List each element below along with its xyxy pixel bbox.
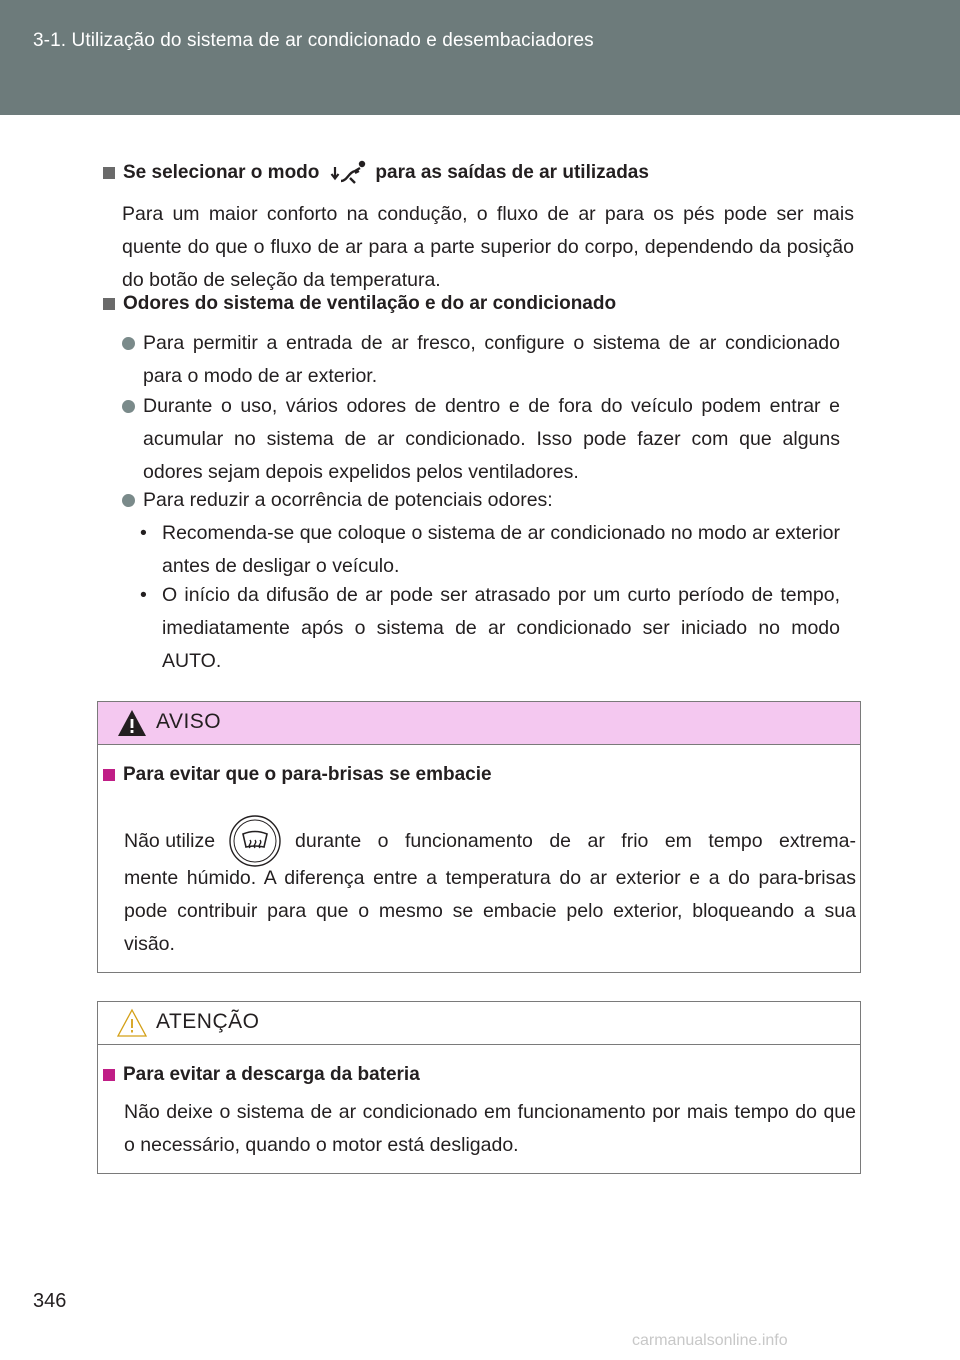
- section-heading-mode: Se selecionar o modo para as saídas de ar utilizadas: [103, 159, 649, 187]
- bullet-dot-icon: [122, 400, 135, 413]
- warning-header: [98, 702, 860, 745]
- watermark: carmanualsonline.info: [632, 1332, 788, 1349]
- warning-line-with-button: Não utilize durante o funcionamento de ar frio em tempo extrema-: [124, 815, 856, 867]
- caution-heading: Para evitar a descarga da bateria: [103, 1062, 420, 1088]
- warning-paragraph: mente húmido. A diferença entre a temperatura do ar exterior e a do para-brisas pode contribuir para que o mesmo se embacie pelo exterior, bloqueando a sua visão.: [124, 867, 856, 955]
- heading-square-icon: [103, 298, 115, 310]
- caution-header: [98, 1002, 860, 1045]
- bullet-dot-icon: [122, 494, 135, 507]
- upper-body-feet-airflow-icon: [329, 159, 367, 187]
- sub-list-item: • O início da difusão de ar pode ser atrasado por um curto período de tempo, imediatamente após o sistema de ar condicionado ser iniciado no modo AUTO.: [140, 584, 840, 672]
- heading-square-icon: [103, 769, 115, 781]
- bullet-dot-icon: [122, 337, 135, 350]
- caution-triangle-icon: [116, 1008, 148, 1038]
- list-item: Para reduzir a ocorrência de potenciais odores:: [122, 484, 840, 517]
- caution-box: [97, 1001, 861, 1174]
- warning-triangle-icon: [116, 708, 148, 738]
- list-item: Durante o uso, vários odores de dentro e de fora do veículo podem entrar e acumular no sistema de ar condicionado. Isso pode fazer com que alguns odores sejam depois expelidos pelos ventiladores.: [122, 390, 840, 489]
- mode-paragraph: Para um maior conforto na condução, o fluxo de ar para os pés pode ser mais quente do que o fluxo de ar para a parte superior do corpo, dependendo da posição do botão de seleção da temperatura.: [122, 203, 854, 291]
- section-heading-odors: Odores do sistema de ventilação e do ar condicionado: [103, 291, 616, 317]
- chapter-header: [0, 0, 960, 115]
- heading-square-icon: [103, 1069, 115, 1081]
- caution-paragraph: Não deixe o sistema de ar condicionado em funcionamento por mais tempo do que o necessário, quando o motor está desligado.: [124, 1101, 856, 1156]
- windshield-defroster-icon: [229, 815, 281, 867]
- warning-box: [97, 701, 861, 973]
- sub-list-item: • Recomenda-se que coloque o sistema de ar condicionado no modo ar exterior antes de desligar o veículo.: [140, 522, 840, 577]
- page-number: 346: [33, 1290, 67, 1312]
- caution-label: ATENÇÃO: [156, 1010, 260, 1033]
- heading-square-icon: [103, 167, 115, 179]
- list-item: Para permitir a entrada de ar fresco, configure o sistema de ar condicionado para o modo de ar exterior.: [122, 327, 840, 393]
- warning-label: AVISO: [156, 710, 222, 733]
- warning-heading: Para evitar que o para-brisas se embacie: [103, 762, 492, 788]
- chapter-title: 3-1. Utilização do sistema de ar condicionado e desembaciadores: [33, 30, 594, 51]
